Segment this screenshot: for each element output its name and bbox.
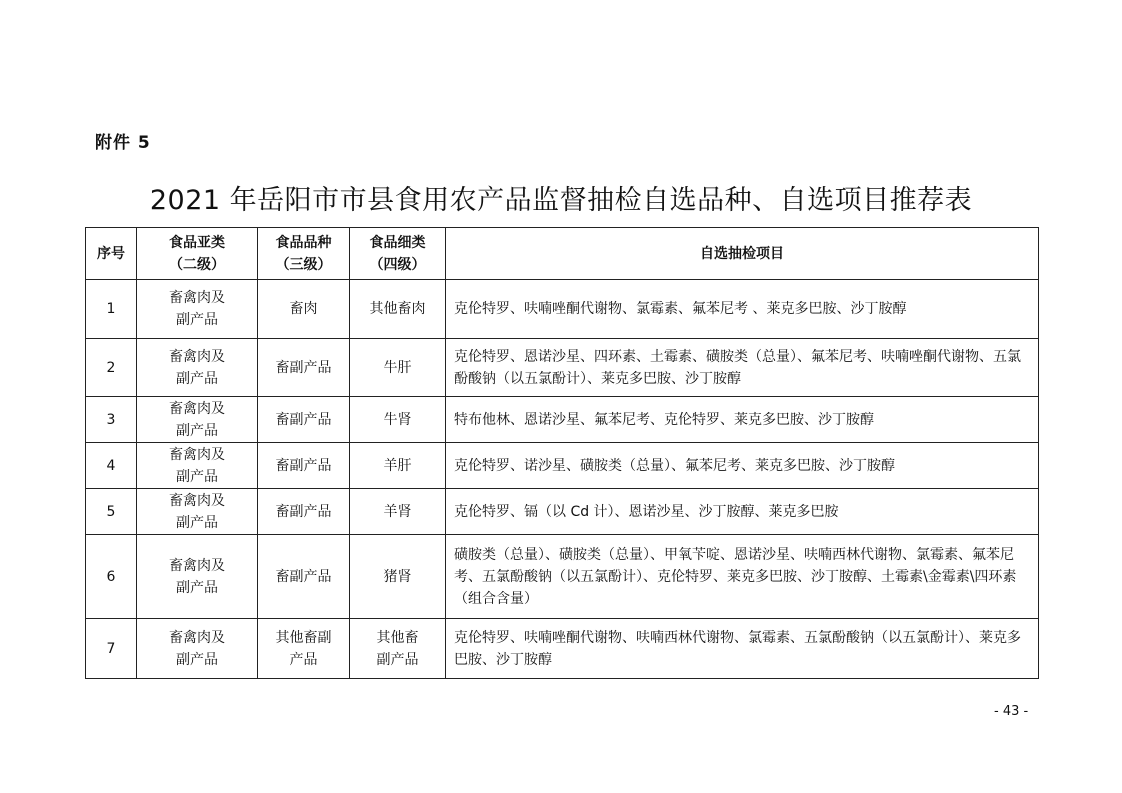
cell-subcategory	[137, 397, 258, 443]
header-detail	[350, 228, 446, 280]
cell-subcategory-line2: 副产品	[176, 468, 218, 485]
cell-subcategory	[137, 619, 258, 679]
cell-items: 特布他林、恩诺沙星、氟苯尼考、克伦特罗、莱克多巴胺、沙丁胺醇	[446, 397, 1039, 443]
header-subcategory	[137, 228, 258, 280]
cell-subcategory-line1: 畜禽肉及	[169, 290, 225, 306]
cell-subcategory-line1: 畜禽肉及	[169, 492, 225, 509]
cell-detail: 其他畜肉	[350, 280, 446, 339]
cell-items: 克伦特罗、呋喃唑酮代谢物、氯霉素、氟苯尼考 、莱克多巴胺、沙丁胺醇	[446, 280, 1039, 339]
cell-subcategory-line1: 畜禽肉及	[169, 629, 225, 646]
table-row	[86, 443, 1039, 489]
header-variety-line2: （三级）	[275, 256, 332, 273]
cell-subcategory-line1: 畜禽肉及	[169, 557, 225, 574]
table-row	[86, 280, 1039, 339]
cell-variety: 畜肉	[258, 280, 350, 339]
attachment-label: 附件 5	[95, 133, 151, 153]
cell-items: 磺胺类（总量）、磺胺类（总量）、甲氧苄啶、恩诺沙星、呋喃西林代谢物、氯霉素、氟苯尼考、五氯酚酸钠（以五氯酚计）、克伦特罗、莱克多巴胺、沙丁胺醇、土霉素\金霉素\四环素（组合含量）	[446, 535, 1039, 619]
cell-detail: 羊肝	[350, 443, 446, 489]
cell-seq: 6	[86, 535, 137, 619]
cell-items: 克伦特罗、镉（以 Cd 计）、恩诺沙星、沙丁胺醇、莱克多巴胺	[446, 489, 1039, 535]
table-header-row	[86, 228, 1039, 280]
header-variety	[258, 228, 350, 280]
cell-detail: 猪肾	[350, 535, 446, 619]
cell-variety: 畜副产品	[258, 443, 350, 489]
cell-detail: 牛肾	[350, 397, 446, 443]
cell-subcategory-line1: 畜禽肉及	[169, 400, 225, 417]
recommendation-table	[85, 227, 1039, 679]
cell-subcategory-line2: 副产品	[176, 370, 218, 387]
table-row	[86, 619, 1039, 679]
cell-subcategory-line2: 副产品	[176, 514, 218, 531]
cell-subcategory	[137, 339, 258, 397]
table-row	[86, 489, 1039, 535]
header-detail-line1: 食品细类	[369, 234, 426, 251]
cell-seq: 4	[86, 443, 137, 489]
cell-subcategory-line2: 副产品	[176, 651, 218, 668]
cell-variety: 畜副产品	[258, 535, 350, 619]
cell-subcategory-line2: 副产品	[176, 422, 218, 439]
header-subcategory-line1: 食品亚类	[169, 234, 225, 251]
table-row	[86, 397, 1039, 443]
cell-subcategory-line1: 畜禽肉及	[169, 446, 225, 463]
cell-detail: 牛肝	[350, 339, 446, 397]
page-title: 2021 年岳阳市市县食用农产品监督抽检自选品种、自选项目推荐表	[149, 185, 973, 216]
cell-subcategory-line2: 副产品	[176, 579, 218, 596]
cell-detail: 羊肾	[350, 489, 446, 535]
cell-variety: 畜副产品	[258, 397, 350, 443]
cell-subcategory	[137, 443, 258, 489]
cell-subcategory-line2: 副产品	[176, 312, 218, 328]
cell-seq: 5	[86, 489, 137, 535]
cell-variety-line2: 产品	[289, 651, 318, 668]
cell-seq: 3	[86, 397, 137, 443]
cell-detail-line1: 其他畜	[376, 629, 419, 646]
cell-items: 克伦特罗、恩诺沙星、四环素、土霉素、磺胺类（总量）、氟苯尼考、呋喃唑酮代谢物、五氯酚酸钠（以五氯酚计）、莱克多巴胺、沙丁胺醇	[446, 339, 1039, 397]
header-detail-line2: （四级）	[369, 256, 426, 273]
table-row	[86, 339, 1039, 397]
cell-seq: 7	[86, 619, 137, 679]
header-subcategory-line2: （二级）	[169, 256, 225, 273]
page-number: - 43 -	[994, 704, 1029, 719]
header-seq: 序号	[86, 228, 137, 280]
cell-subcategory	[137, 280, 258, 339]
table-row	[86, 535, 1039, 619]
header-variety-line1: 食品品种	[275, 234, 332, 251]
cell-seq: 1	[86, 280, 137, 339]
cell-variety-line1: 其他畜副	[275, 629, 332, 646]
cell-subcategory	[137, 535, 258, 619]
cell-seq: 2	[86, 339, 137, 397]
cell-variety: 畜副产品	[258, 339, 350, 397]
cell-detail	[350, 619, 446, 679]
header-items: 自选抽检项目	[446, 228, 1039, 280]
cell-subcategory	[137, 489, 258, 535]
cell-items: 克伦特罗、呋喃唑酮代谢物、呋喃西林代谢物、氯霉素、五氯酚酸钠（以五氯酚计）、莱克多巴胺、沙丁胺醇	[446, 619, 1039, 679]
cell-detail-line2: 副产品	[376, 651, 419, 668]
cell-items: 克伦特罗、诺沙星、磺胺类（总量）、氟苯尼考、莱克多巴胺、沙丁胺醇	[446, 443, 1039, 489]
cell-subcategory-line1: 畜禽肉及	[169, 348, 225, 365]
cell-variety	[258, 619, 350, 679]
cell-variety: 畜副产品	[258, 489, 350, 535]
